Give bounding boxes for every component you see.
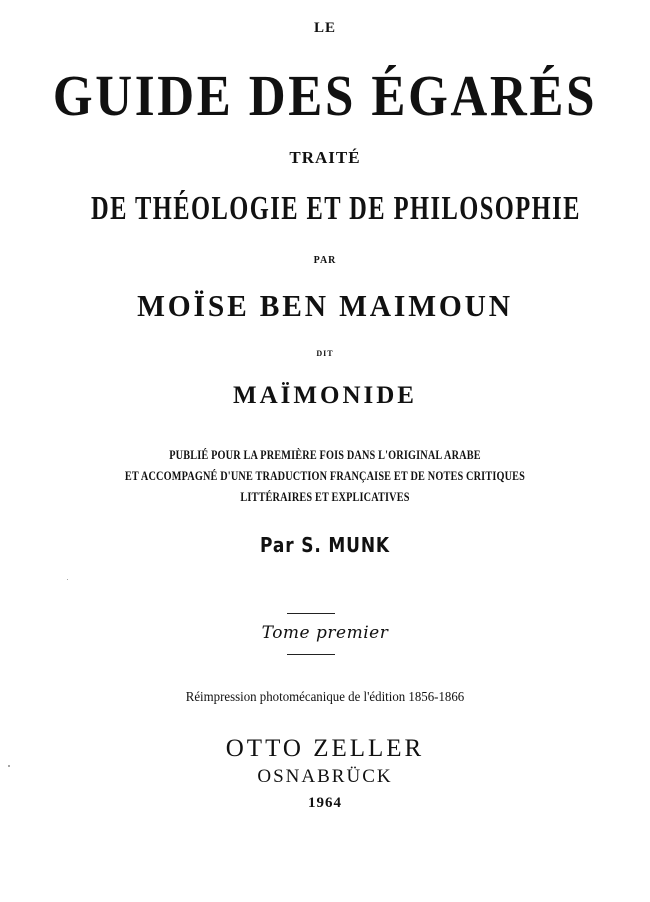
divider-top — [287, 613, 335, 614]
publication-line-3: LITTÉRAIRES ET EXPLICATIVES — [240, 490, 410, 504]
reprint-note: Réimpression photomécanique de l'édition 1856-1866 — [185, 690, 465, 705]
by-label: PAR — [313, 255, 337, 266]
subject-line: DE THÉOLOGIE ET DE PHILOSOPHIE — [90, 190, 581, 227]
title-article: LE — [313, 20, 336, 36]
book-title: GUIDE DES ÉGARÉS — [52, 63, 598, 128]
publication-line-2: ET ACCOMPAGNÉ D'UNE TRADUCTION FRANÇAISE ET DE NOTES CRITIQUES — [124, 469, 526, 483]
paper-speck — [67, 579, 68, 580]
author-name: MOÏSE BEN MAIMOUN — [137, 288, 513, 323]
called-label: DIT — [316, 349, 334, 358]
paper-speck — [8, 765, 10, 767]
publication-year: 1964 — [308, 795, 342, 811]
author-alias: MAÏMONIDE — [233, 382, 417, 409]
volume-label: Tome premier — [261, 623, 389, 643]
publication-line-1: PUBLIÉ POUR LA PREMIÈRE FOIS DANS L'ORIGINAL ARABE — [169, 448, 481, 462]
publisher-city: OSNABRÜCK — [257, 766, 393, 787]
editor-credit: Par S. MUNK — [260, 533, 390, 557]
genre-label: TRAITÉ — [289, 148, 361, 167]
divider-bottom — [287, 654, 335, 655]
publisher-name: OTTO ZELLER — [225, 735, 425, 762]
